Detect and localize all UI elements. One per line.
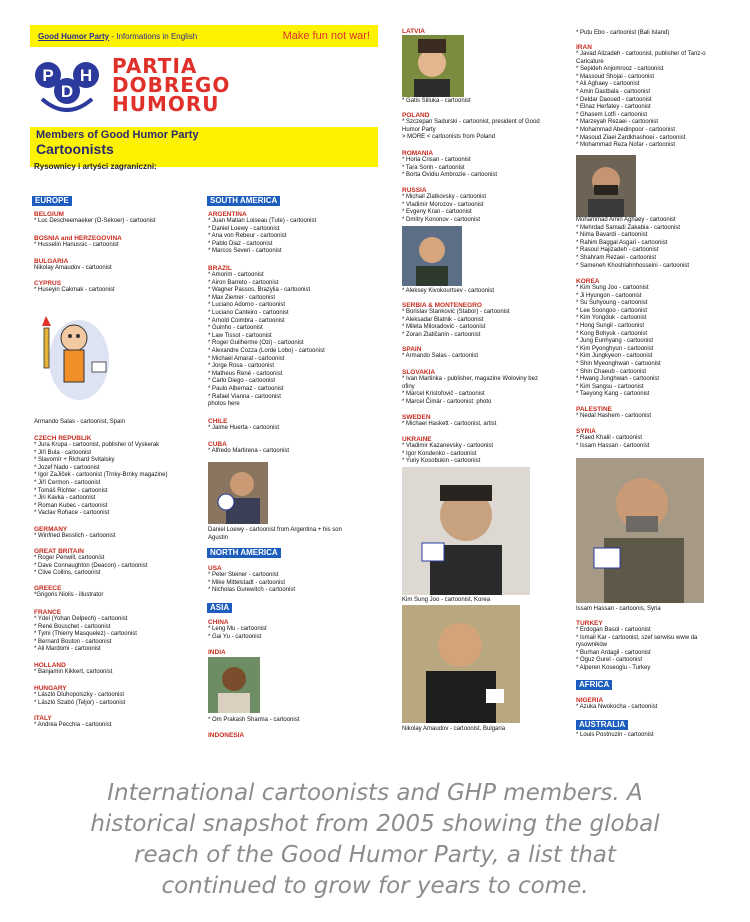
- country-greece: GREECE: [34, 585, 62, 592]
- country-china: CHINA: [208, 619, 229, 626]
- country-bosnia: BOSNIA and HERZEGOVINA: [34, 235, 122, 242]
- photo-mohammad: [576, 155, 636, 217]
- caption-line-3: reach of the Good Humor Party, a list that: [134, 842, 616, 868]
- svg-text:P: P: [42, 66, 54, 85]
- logo-line-3: HUMORU: [112, 92, 220, 116]
- country-france: FRANCE: [34, 609, 62, 616]
- entries-serbia[interactable]: * Borislav Stanković (Stabor) - cartoonist * Aleksadar Blatnik - cartoonist * Mileta Miloradović - cartoonist * Zoran Zlatičanin - cartoonist: [402, 309, 510, 338]
- country-korea: KOREA: [576, 278, 600, 285]
- top-bar: [30, 25, 378, 47]
- country-ukraine: UKRAINE: [402, 436, 432, 443]
- entries-spain[interactable]: * Armando Salas - cartoonist: [402, 353, 479, 359]
- entries-slovakia[interactable]: * Ivan Martinka - publisher, magazine Wolovinу bez ofiny * Marcel Kristofovič - cartoonist * Marcel Čimár - cartoonist: photo: [402, 376, 538, 405]
- caption-line-1: International cartoonists and GHP members. A: [107, 780, 643, 806]
- section-africa: AFRICA: [576, 680, 612, 690]
- photo-loewy: [208, 462, 268, 524]
- entries-iran-2: Mohammad Amin Aghaey - cartoonist * Mehrdad Samadi Zakabia - cartoonist * Nima Bavardi - cartoonist * Rahim Baggal Asgari - cartoonist * Rasoul Hajizadeh - cartoonist * Shahram Rezaei - cartoonist * Sameneh Khoshlahnhosseini - cartoonist: [576, 217, 690, 269]
- country-hungary: HUNGARY: [34, 685, 67, 692]
- slogan: Make fun not war!: [282, 30, 370, 42]
- entries-nigeria: * Azuka Nwokocha - cartoonist: [576, 704, 658, 710]
- photo-nikolay: [402, 605, 520, 723]
- entries-brazil[interactable]: * Amorim - cartoonist * Airon Barreto - cartoonist * Wagner Passos, Brazylia - cartoonist * Max Ziemer - cartoonist * Luciano Adorno - cartoonist * Luciano Canteiro - cartoonist * Arnold Coimbra - cartoonist * Guinho - cartoonist * Law Tissot - cartoonist * Roger Guilherme (Ozi) - cartoonist * Alexandre Cozza (Lorde Lobo) - cartoonist * Michael Amaral - cartoonist * Jorge Rosa - cartoonist * Matheus René - cartoonist * Carlo Diego - cartoonist * Paulo Albernaz - cartoonist * Rafael Vianna - cartoonist photos here: [208, 272, 325, 408]
- country-cuba: CUBA: [208, 441, 227, 448]
- country-germany: GERMANY: [34, 526, 68, 533]
- caption-line-4: continued to grow for years to come.: [161, 873, 589, 899]
- photo-issam: [576, 458, 704, 603]
- caption-line-2: historical snapshot from 2005 showing the global: [90, 811, 660, 837]
- entries-bosnia[interactable]: * Husselin Hanussic - cartoonist: [34, 242, 119, 248]
- caption-issam: Issam Hassan - cartoonis, Syria: [576, 606, 661, 612]
- country-syria: SYRIA: [576, 428, 596, 435]
- country-spain: SPAIN: [402, 346, 422, 353]
- section-north-america: NORTH AMERICA: [207, 548, 281, 558]
- entries-chile[interactable]: * Jaime Huerta - cartoonist: [208, 425, 280, 431]
- entries-china[interactable]: * Leng Mu - cartoonist * Gai Yu - cartoonist: [208, 626, 267, 640]
- country-serbia: SERBIA & MONTENEGRO: [402, 302, 482, 309]
- entries-greece: *Grigoris Niolis - illustrator: [34, 592, 104, 598]
- section-asia: ASIA: [207, 603, 232, 613]
- country-palestine: PALESTINE: [576, 406, 612, 413]
- entries-hungary[interactable]: * László Dluhopolszky - cartoonist * László Szabó (Teljor) - cartoonist: [34, 692, 126, 706]
- entries-turkey[interactable]: * Erdogan Basol - cartoonist * Ismail Kar - cartoonist, szef serwisu www da rysowników * Burhan Ardagil - cartoonist * Oguz Gurel - cartoonist * Alperen Koseoglu - Turkey: [576, 627, 698, 671]
- country-poland: POLAND: [402, 112, 430, 119]
- country-turkey: TURKEY: [576, 620, 603, 627]
- entries-sweden[interactable]: * Michael Haskett - cartoonist, artist: [402, 421, 497, 427]
- entries-poland[interactable]: * Szczepan Sadurski - cartoonist, president of Good Humor Party > MORE < cartoonists from Poland: [402, 119, 540, 141]
- entries-cyprus: * Huseyin Cakmak - cartoonist: [34, 287, 115, 293]
- country-chile: CHILE: [208, 418, 228, 425]
- entries-cuba[interactable]: * Alfredo Martirena - cartoonist: [208, 448, 290, 454]
- caption-nikolay: Nikolay Amaudov - cartoonist, Bulgaria: [402, 726, 506, 732]
- svg-text:D: D: [60, 82, 74, 101]
- section-europe: EUROPE: [32, 196, 72, 206]
- country-bulgaria: BULGARIA: [34, 258, 69, 265]
- photo-aleksey: [402, 226, 462, 286]
- entries-argentina[interactable]: * Juan Matian Loiseau (Tute) - cartoonist * Daniel Loewy - cartoonist * Ana von Rebeur - cartoonist * Pablo Diaz - cartoonist * Marcos Severi - cartoonist: [208, 218, 317, 255]
- members-header: [30, 127, 378, 167]
- top-bar-link[interactable]: Good Humor Party - Informations in English: [38, 31, 198, 41]
- country-holland: HOLLAND: [34, 662, 66, 669]
- entries-usa[interactable]: * Peter Steiner - cartoonist * Mike Mittelstadt - cartoonist * Nicholas Gurewitch - cartoonist: [208, 572, 296, 594]
- entries-syria[interactable]: * Raed Khalil - cartoonist * Issam Hassan - cartoonist: [576, 435, 650, 449]
- photo-gatis: [402, 35, 464, 97]
- country-romania: ROMANIA: [402, 150, 434, 157]
- country-sweden: SWEDEN: [402, 414, 431, 421]
- caption-armando: Armando Salas - cartoonist, Spain: [34, 419, 126, 425]
- caption-kim: Kim Sung Joo - cartoonist, Korea: [402, 597, 491, 603]
- country-russia: RUSSIA: [402, 187, 427, 194]
- entries-germany[interactable]: * Winfried Besslich - cartoonist: [34, 533, 116, 539]
- logo-line-2: DOBREGO: [112, 73, 231, 97]
- entries-india[interactable]: * Om Prakash Sharma - cartoonist: [208, 717, 300, 723]
- entries-britain[interactable]: * Roger Penwill, cartoonist * Dave Connaughton (Deacon) - cartoonist * Clive Collins, cartoonist: [34, 555, 148, 577]
- entry-putu: * Putu Ebo - cartoonist (Bali Island): [576, 30, 670, 36]
- country-latvia: LATVIA: [402, 28, 425, 35]
- cartoon-drawing: [34, 298, 114, 408]
- subtitle: Rysownicy i artyści zagraniczni:: [34, 162, 157, 171]
- cartoonists-heading: Cartoonists: [36, 141, 114, 157]
- photo-kim: [402, 467, 530, 595]
- entries-italy: * Andrea Pecchia - cartoonist: [34, 722, 112, 728]
- caption-gatis[interactable]: * Gatis Sliluka - cartoonist: [402, 98, 471, 104]
- entries-korea[interactable]: * Kim Sung Joo - cartoonist * Ji Hyungon - cartoonist * Su Suhyoung - cartoonist * Lee Soongoo - cartoonist * Kim Yongduk - cartoonist * Hong Sungil - cartoonist * Kong Bohyuk - cartoonist * Jung Eunhyang - cartoonist * Kim Pyonghyun - cartoonist * Kim Jungkyeon - cartoonist * Shin Myeonghwan - cartoonist * Shin Chaeub - cartoonist * Hwang Junghwan - cartoonist * Kim Sangsu - cartoonist * Taeyong Kang - cartoonist: [576, 285, 661, 398]
- country-belgium: BELGIUM: [34, 211, 64, 218]
- country-slovakia: SLOVAKIA: [402, 369, 436, 376]
- entries-russia[interactable]: * Michail Zlatkovsky - cartoonist * Vladimir Morozov - cartoonist * Evgeny Kran - cartoonist * Dmitry Kononov - cartoonist: [402, 194, 487, 223]
- entries-iran[interactable]: * Javad Alizadeh - cartoonist, publisher of Tanz-o Caricature * Sepideh Anjomrooz - cartoonist * Massoud Shojai - cartoonist * Ali Aghaey - cartoonist * Amin Dastbala - cartoonist * Deldar Daoued - cartoonist * Elnaz Herfatey - cartoonist * Ghasem Lotfi - cartoonist * Marzeyah Rezaei - cartoonist * Mohammad Abedinpoor - cartoonist * Masoud Ziaei Zardkhashoei - cartoonist * Mohammad Reza Nofar - cartoonist: [576, 51, 706, 149]
- entries-ukraine[interactable]: * Vladimir Kazanevsky - cartoonist * Igor Kondenko - cartoonist * Yuriy Kosobukin - cartoonist: [402, 443, 494, 465]
- photo-sharma: [208, 657, 260, 713]
- entries-holland: * Banjamin Kikkert, cartoonist: [34, 669, 113, 675]
- country-brazil: BRAZIL: [208, 265, 232, 272]
- svg-text:H: H: [79, 66, 93, 85]
- country-nigeria: NIGERIA: [576, 697, 604, 704]
- entries-belgium: * Luc Descheemaeker (O-Sekoer) - cartoonist: [34, 218, 156, 224]
- section-south-america: SOUTH AMERICA: [207, 196, 280, 206]
- country-britain: GREAT BRITAIN: [34, 548, 84, 555]
- entries-czech[interactable]: * Jura Krupa - cartoonist, publisher of Vyskerak * Jiří Bula - cartoonist * Slavomír + Richard Svitalsky * Jozef Nado - cartoonist * Igor ZaJiček - cartoonist (Trnky-Brnky magazine) * Jiří Cermon - cartoonist * Tomáš Richter - cartoonist * Jiri Kavka - cartoonist * Roman Kubec - cartoonist * Vaclav Rohace - cartoonist: [34, 442, 168, 517]
- country-usa: USA: [208, 565, 222, 572]
- members-title: Members of Good Humor Party: [36, 129, 199, 141]
- caption-loewy: Daniel Loewy - cartoonist from Argentina + his son Agustin: [208, 527, 342, 541]
- country-cyprus: CYPRUS: [34, 280, 62, 287]
- country-czech: CZECH REPUBLIK: [34, 435, 92, 442]
- logo-line-1: PARTIA: [112, 54, 198, 78]
- entries-romania: * Horia Crisan - cartoonist * Tara Sorin - cartoonist * Borta Ovidiu Ambrozie - cartoonist: [402, 157, 498, 179]
- section-australia: AUSTRALIA: [576, 720, 628, 730]
- party-logo: [32, 55, 292, 121]
- country-iran: IRAN: [576, 44, 592, 51]
- image-caption: [0, 778, 750, 902]
- country-india: INDIA: [208, 649, 226, 656]
- country-argentina: ARGENTINA: [208, 211, 247, 218]
- entries-bulgaria[interactable]: Nikolay Amaudov - cartoonist: [34, 265, 112, 271]
- country-indonesia: INDONESIA: [208, 732, 245, 739]
- country-italy: ITALY: [34, 715, 52, 722]
- entries-australia: * Louis Postnuzin - cartoonist: [576, 732, 654, 738]
- entries-palestine: * Nedal Hashem - cartoonist: [576, 413, 652, 419]
- entries-france[interactable]: * Ydel (Yohan Delpech) - cartoonist * René Bouschet - cartoonist * Tymi (Thierry Masquelez) - cartoonist * Bernard Bouton - cartoonist * Ali Mardomi - cartoonist: [34, 616, 137, 653]
- caption-aleksey[interactable]: * Aleksey Kivokourtsev - cartoonist: [402, 288, 495, 294]
